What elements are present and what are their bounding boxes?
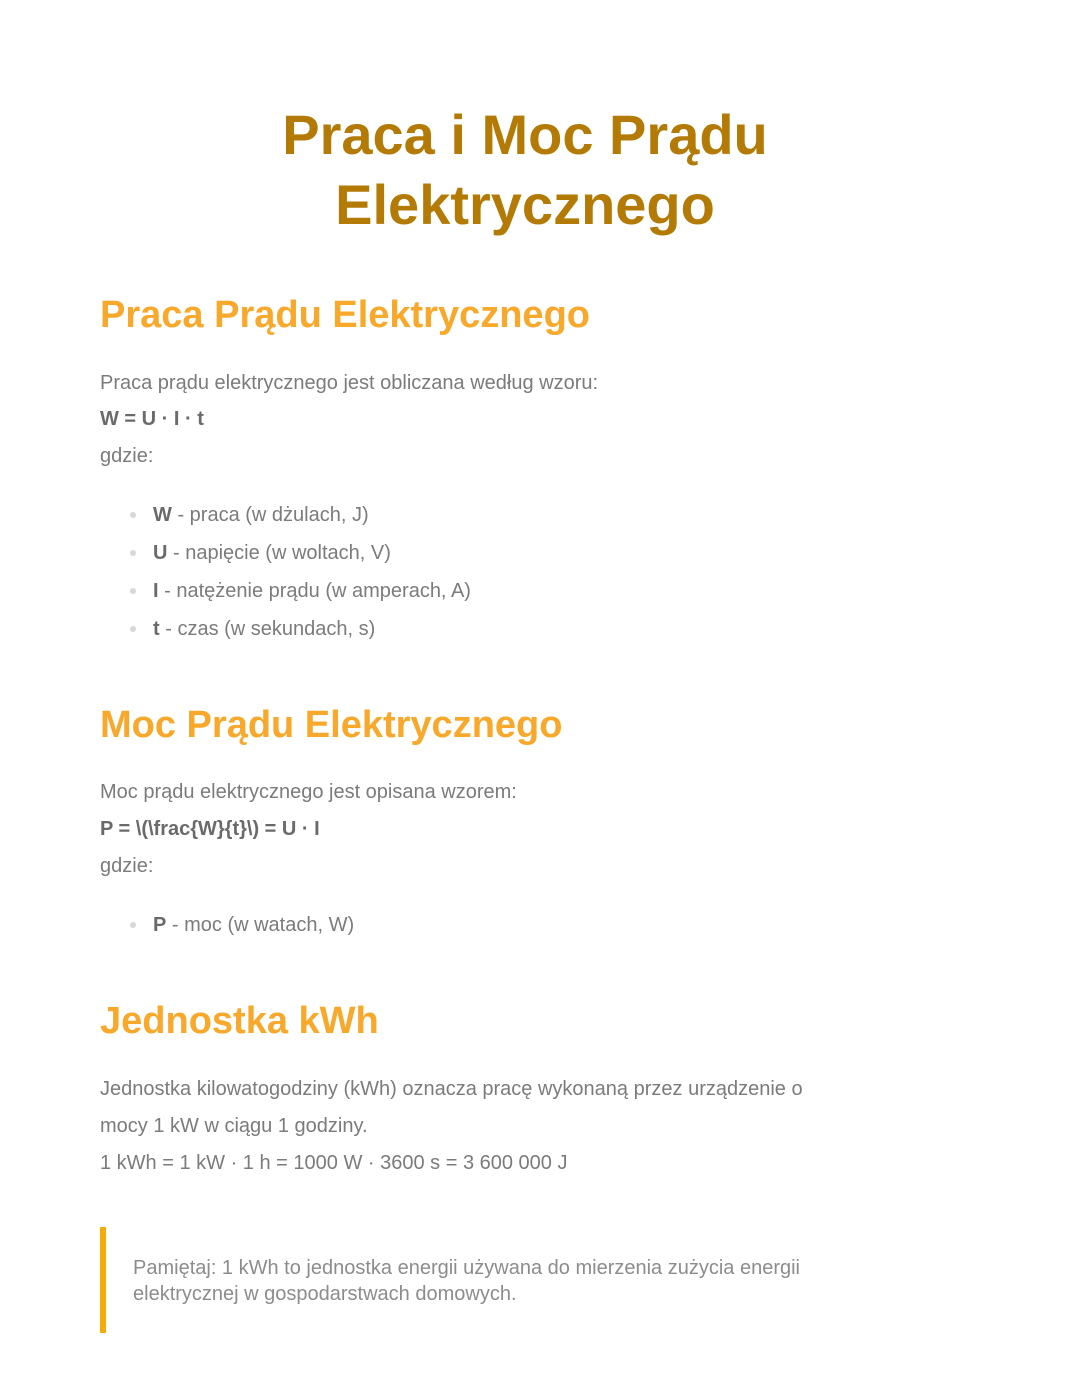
kwh-line-2: mocy 1 kW w ciągu 1 godziny.	[100, 1115, 368, 1137]
list-item	[100, 572, 471, 610]
description: - praca (w dżulach, J)	[171, 504, 369, 526]
title-line-1: Praca i Moc Prądu	[282, 103, 768, 166]
work-where: gdzie:	[100, 445, 154, 467]
power-intro: Moc prądu elektrycznego jest opisana wzorem:	[100, 781, 517, 803]
description: - moc (w watach, W)	[166, 914, 355, 936]
power-variables-list	[100, 906, 354, 944]
description: - czas (w sekundach, s)	[159, 618, 376, 640]
symbol: I	[153, 580, 159, 602]
power-formula-text: P = \(\frac{W}{t}\) = U · I	[100, 818, 320, 840]
work-formula	[100, 401, 204, 438]
symbol: P	[153, 914, 167, 936]
description: - natężenie prądu (w amperach, A)	[158, 580, 471, 602]
page-title	[0, 100, 1050, 240]
symbol: W	[153, 504, 172, 526]
note-line-1: Pamiętaj: 1 kWh to jednostka energii używana do mierzenia zużycia energii	[133, 1257, 801, 1279]
power-formula	[100, 811, 320, 848]
title-line-2: Elektrycznego	[335, 173, 715, 236]
section-heading-kwh: Jednostka kWh	[100, 1000, 379, 1042]
note-line-2: elektrycznej w gospodarstwach domowych.	[133, 1283, 517, 1305]
work-formula-text: W = U · I · t	[100, 408, 204, 430]
section-heading-work: Praca Prądu Elektrycznego	[100, 294, 590, 336]
description: - napięcie (w woltach, V)	[167, 542, 391, 564]
list-item	[100, 906, 354, 944]
work-variables-list	[100, 496, 471, 648]
section-heading-power: Moc Prądu Elektrycznego	[100, 704, 563, 746]
list-item	[100, 496, 471, 534]
kwh-equation: 1 kWh = 1 kW · 1 h = 1000 W · 3600 s = 3 600 000 J	[100, 1152, 568, 1174]
symbol: t	[153, 618, 160, 640]
list-item	[100, 534, 471, 572]
list-item	[100, 610, 471, 648]
symbol: U	[153, 542, 168, 564]
kwh-line-1: Jednostka kilowatogodziny (kWh) oznacza pracę wykonaną przez urządzenie o	[100, 1078, 803, 1100]
work-intro: Praca prądu elektrycznego jest obliczana według wzoru:	[100, 372, 599, 394]
power-where: gdzie:	[100, 855, 154, 877]
note-callout	[100, 1227, 900, 1333]
